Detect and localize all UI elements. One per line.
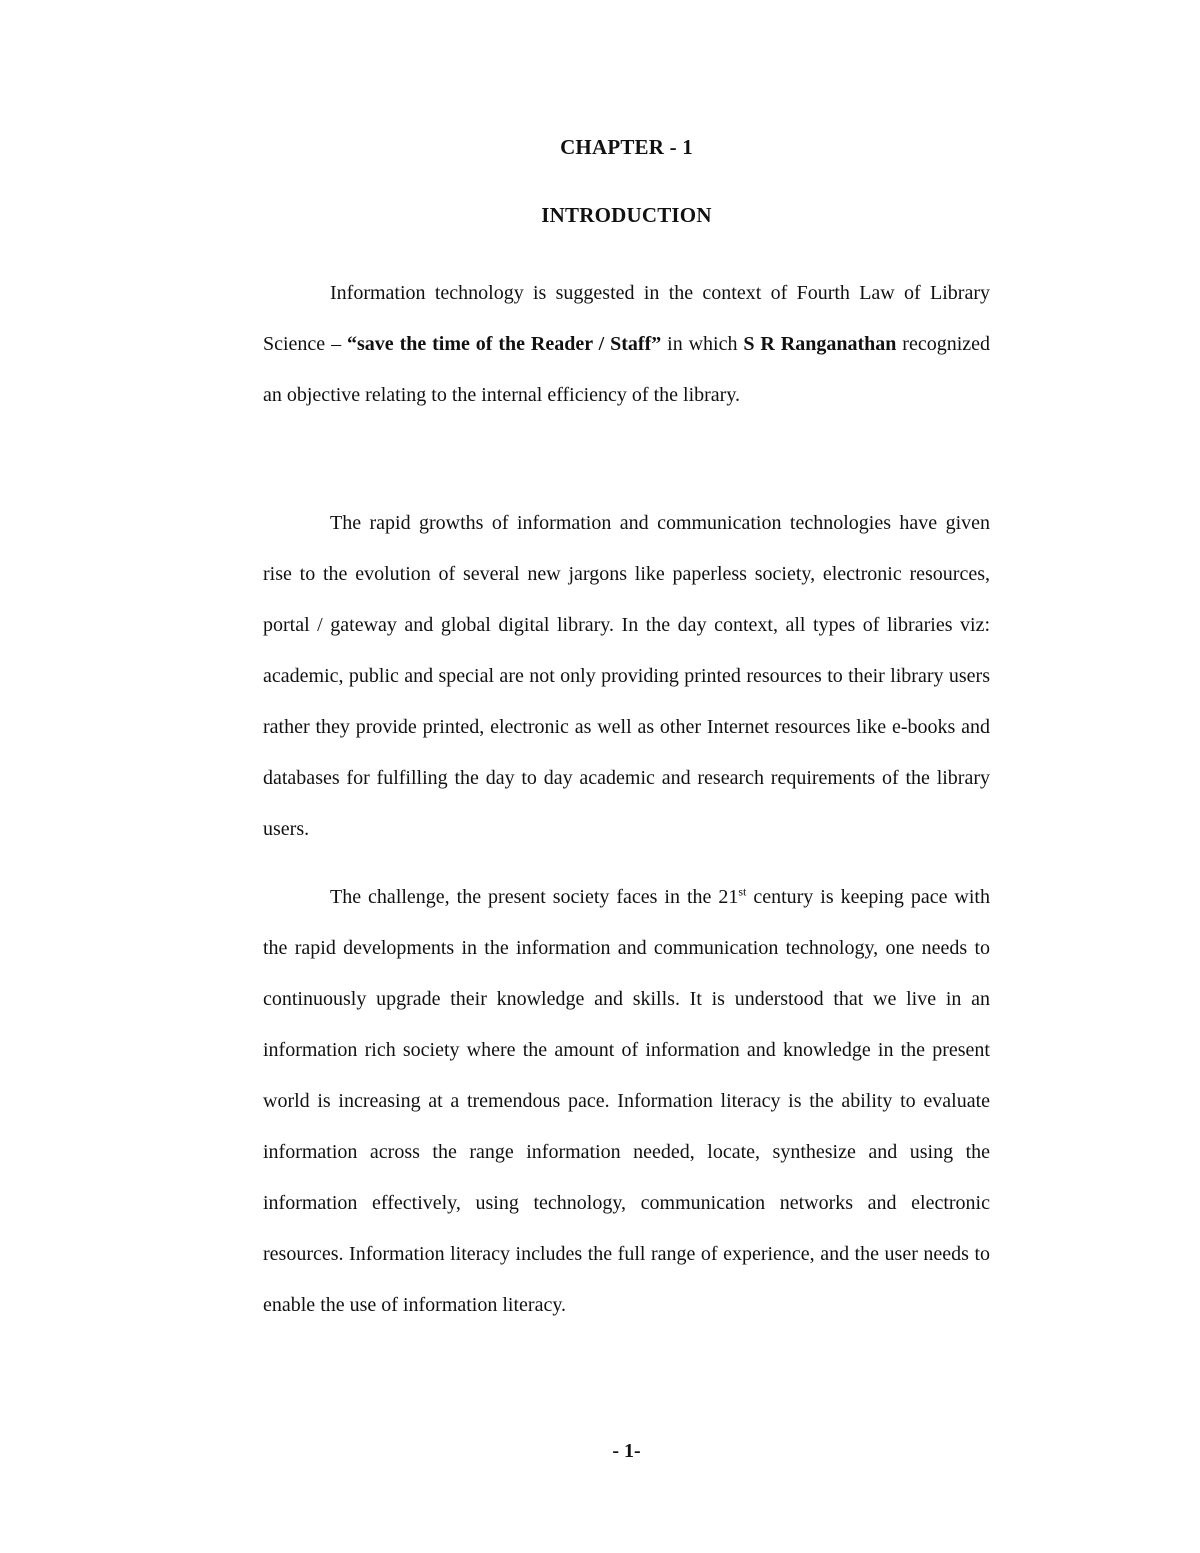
paragraph-1-text-a: Information technology is suggested in the context of Fourth Law of Library Science – — [263, 282, 990, 355]
section-title: INTRODUCTION — [541, 203, 712, 227]
paragraph-1-quote: “save the time of the Reader / Staff” — [347, 333, 662, 355]
paragraph-1-text-b: in which — [661, 333, 744, 355]
chapter-label: CHAPTER - 1 — [560, 135, 693, 159]
paragraph-2: The rapid growths of information and communication technologies have given rise to the evolution of several new jargons like paperless society, electronic resources, portal / gateway and global digital library. In the day context, all types of libraries viz: academic, public and special are not only providing printed resources to their library users rather they provide printed, electronic as well as other Internet resources like e-books and databases for fulfilling the day to day academic and research requirements of the library users. — [263, 512, 990, 840]
paragraph-1-text-c: recognized an objective relating to the internal efficiency of the library. — [263, 333, 991, 406]
paragraph-3-ordinal: st — [738, 884, 747, 899]
paragraph-3-text-a: The challenge, the present society faces in the 21 — [330, 886, 739, 908]
paragraph-1-author: S R Ranganathan — [743, 333, 897, 355]
page-number: - 1- — [612, 1440, 641, 1462]
paragraph-1 — [263, 268, 990, 421]
paragraph-3-text-b: century is keeping pace with the rapid developments in the information and communication technology, one needs to continuously upgrade their knowledge and skills. It is understood that we live in an information rich society where the amount of information and knowledge in the present world is increasing at a tremendous pace. Information literacy is the ability to evaluate information across the range information needed, locate, synthesize and using the information effectively, using technology, communication networks and electronic resources. Information literacy includes the full range of experience, and the user needs to enable the use of information literacy. — [263, 886, 990, 1316]
paragraph-3 — [263, 872, 990, 1331]
